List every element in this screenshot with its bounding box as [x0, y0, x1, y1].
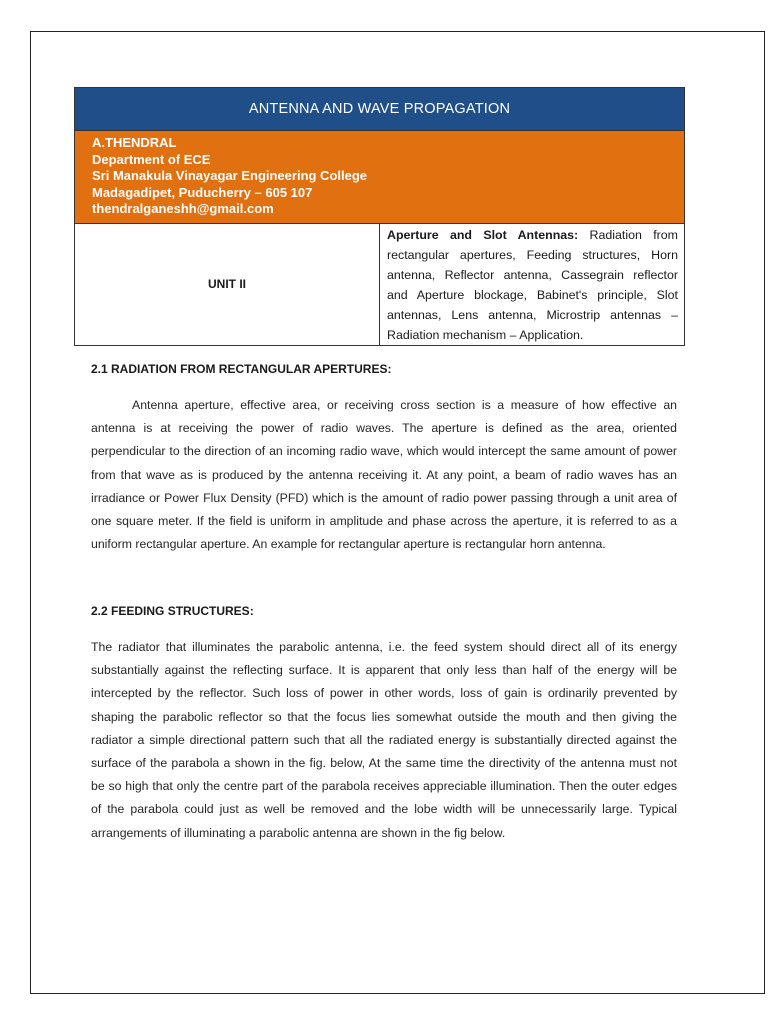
author-name: A.THENDRAL — [92, 135, 177, 150]
syllabus-lead: Aperture and Slot Antennas: — [387, 227, 579, 242]
author-block — [75, 131, 685, 224]
course-header-table — [74, 87, 685, 346]
section-heading-feeding: 2.2 FEEDING STRUCTURES: — [91, 604, 254, 618]
author-email: thendralganeshh@gmail.com — [92, 201, 274, 216]
author-department: Department of ECE — [92, 151, 211, 167]
course-title: ANTENNA AND WAVE PROPAGATION — [75, 88, 685, 131]
section-heading-radiation: 2.1 RADIATION FROM RECTANGULAR APERTURES: — [91, 362, 392, 376]
section-body-feeding: The radiator that illuminates the parabolic antenna, i.e. the feed system should direct all of its energy substantially against the reflecting surface. It is apparent that only less than half of the energy will be intercepted by the reflector. Such loss of power in other words, loss of gain is ordinarily prevented by shaping the parabolic reflector so that the focus lies somewhat outside the mouth and then giving the radiator a simple directional pattern such that all the radiated energy is substantially directed against the surface of the parabola a shown in the fig. below, At the same time the directivity of the antenna must not be so high that only the centre part of the parabola receives appreciable illumination. Then the outer edges of the parabola could just as well be removed and the lobe width will be unnecessarily large. Typical arrangements of illuminating a parabolic antenna are shown in the fig below. — [91, 640, 677, 840]
section-body-radiation: Antenna aperture, effective area, or receiving cross section is a measure of how effective an antenna is at receiving the power of radio waves. The aperture is defined as the area, oriented perpendicular to the direction of an incoming radio wave, which would intercept the same amount of power from that wave as is produced by the antenna receiving it. At any point, a beam of radio waves has an irradiance or Power Flux Density (PFD) which is the amount of radio power passing through a unit area of one square meter. If the field is uniform in amplitude and phase across the aperture, it is referred to as a uniform rectangular aperture. An example for rectangular aperture is rectangular horn antenna. — [91, 398, 677, 552]
author-college: Sri Manakula Vinayagar Engineering College — [92, 168, 368, 183]
unit-label: UNIT II — [75, 223, 380, 345]
syllabus-text: Radiation from rectangular apertures, Feeding structures, Horn antenna, Reflector antenna, Cassegrain reflector and Aperture blockage, Babinet's principle, Slot antennas, Lens antenna, Microstrip antennas – Radiation mechanism – Application. — [387, 227, 678, 342]
author-address: Madagadipet, Puducherry – 605 107 — [92, 184, 313, 200]
unit-syllabus — [380, 223, 685, 345]
